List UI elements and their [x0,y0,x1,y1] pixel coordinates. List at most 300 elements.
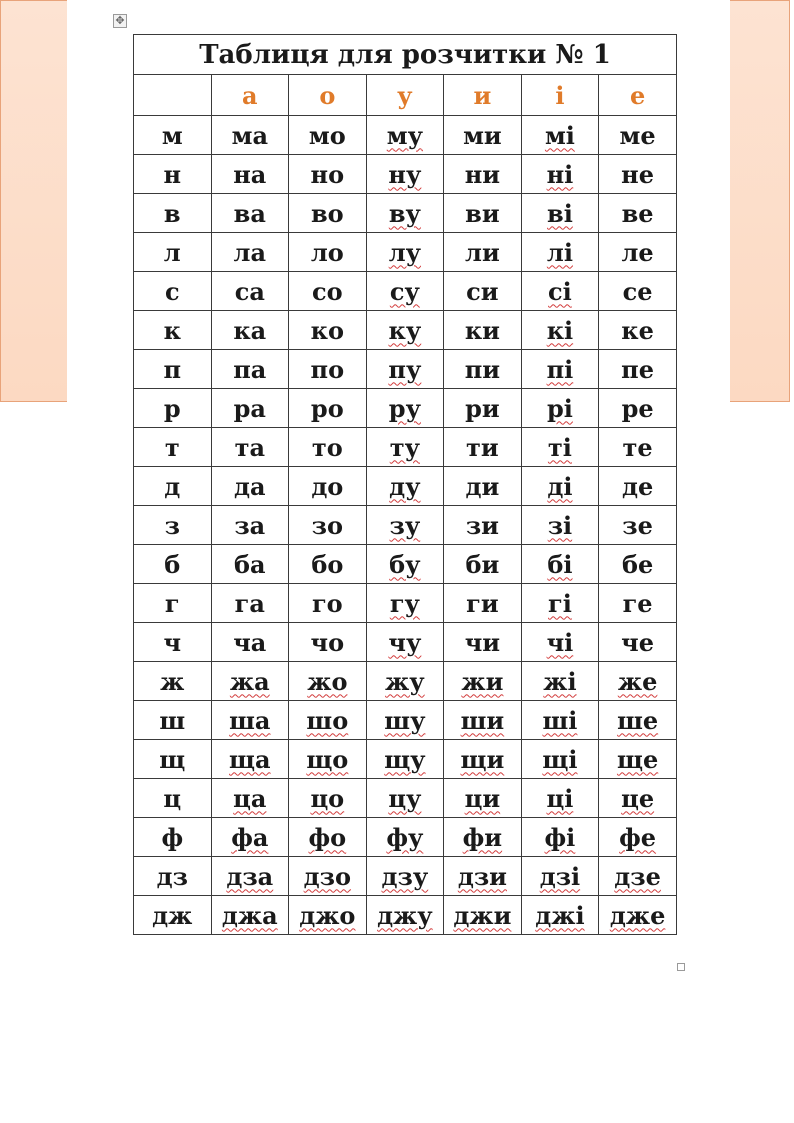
syllable-cell [211,272,289,311]
syllable-cell [211,428,289,467]
syllable-text: ло [310,237,344,267]
vowel-header-cell: а [211,75,289,116]
consonant-cell: б [134,545,212,584]
syllable-cell [521,428,599,467]
syllable-cell [521,467,599,506]
syllable-text: чі [546,627,574,657]
syllable-text: дза [226,861,274,891]
syllable-text: те [622,432,653,462]
syllable-text: чо [310,627,345,657]
syllable-cell [444,662,522,701]
syllable-text: ке [621,315,654,345]
syllable-text: цу [388,783,422,813]
syllable-cell [599,779,677,818]
syllable-cell [211,545,289,584]
syllable-text: бо [311,549,344,579]
syllable-text: ни [464,159,501,189]
syllable-cell [211,389,289,428]
syllable-text: джу [377,900,433,930]
syllable-cell [599,701,677,740]
syllable-cell [366,701,444,740]
syllable-cell [366,623,444,662]
syllable-text: пе [621,354,655,384]
syllable-cell [444,116,522,155]
vowel-header-cell: и [444,75,522,116]
table-row [134,155,677,194]
syllable-text: дже [609,900,666,930]
syllable-cell [521,701,599,740]
syllable-text: джі [535,900,585,930]
syllable-cell [211,740,289,779]
table-row [134,584,677,623]
move-handle-icon[interactable]: ✥ [113,14,127,28]
syllable-cell [599,467,677,506]
syllable-text: ну [388,159,422,189]
syllable-cell [521,545,599,584]
syllable-cell [521,857,599,896]
syllable-text: дзі [539,861,581,891]
syllable-text: са [234,276,265,306]
syllable-text: ві [547,198,573,228]
table-row [134,662,677,701]
table-row [134,467,677,506]
syllable-cell [521,896,599,935]
syllable-text: бе [621,549,654,579]
consonant-cell: г [134,584,212,623]
syllable-cell [366,545,444,584]
syllable-text: пі [546,354,574,384]
syllable-cell [444,545,522,584]
syllable-cell [366,467,444,506]
syllable-text: дзи [457,861,507,891]
syllable-cell [366,779,444,818]
consonant-cell: н [134,155,212,194]
syllable-cell [444,740,522,779]
syllable-cell [521,584,599,623]
syllable-text: лу [388,237,421,267]
syllable-text: ве [621,198,654,228]
syllable-cell [211,623,289,662]
syllable-cell [211,662,289,701]
syllable-text: мо [308,120,346,150]
syllable-text: му [386,120,423,150]
syllable-cell [521,116,599,155]
syllable-text: ле [621,237,654,267]
syllable-cell [289,623,367,662]
syllable-cell [289,740,367,779]
syllable-cell [211,818,289,857]
table-row [134,818,677,857]
syllable-text: то [311,432,343,462]
syllable-cell [599,155,677,194]
syllable-cell [444,194,522,233]
table-row [134,701,677,740]
consonant-cell: дз [134,857,212,896]
syllable-text: ди [465,471,500,501]
syllable-text: цо [310,783,345,813]
syllable-text: жу [385,666,425,696]
syllable-text: джа [221,900,278,930]
table-row [134,389,677,428]
syllable-cell [289,311,367,350]
syllable-text: чу [388,627,422,657]
syllable-cell [289,194,367,233]
syllable-text: кі [546,315,574,345]
syllable-text: ги [466,588,499,618]
consonant-cell: ж [134,662,212,701]
syllable-text: сі [548,276,572,306]
syllable-cell [211,194,289,233]
syllable-text: ду [389,471,421,501]
syllable-cell [521,311,599,350]
syllable-text: де [621,471,654,501]
syllable-text: ща [229,744,271,774]
table-row [134,116,677,155]
syllable-text: же [617,666,658,696]
syllable-text: до [311,471,344,501]
syllable-text: ше [617,705,659,735]
syllable-cell [444,701,522,740]
consonant-cell: р [134,389,212,428]
table-row [134,779,677,818]
syllable-cell [599,233,677,272]
syllable-text: ба [234,549,266,579]
syllable-cell [521,272,599,311]
syllable-cell [599,428,677,467]
syllable-text: зу [389,510,421,540]
syllable-cell [444,857,522,896]
syllable-text: ру [388,393,421,423]
syllable-text: фу [386,822,424,852]
syllable-cell [599,272,677,311]
table-row [134,506,677,545]
syllable-text: не [621,159,655,189]
syllable-cell [289,116,367,155]
syllable-text: ка [233,315,267,345]
syllable-text: шу [384,705,426,735]
consonant-cell: з [134,506,212,545]
syllable-text: да [234,471,266,501]
consonant-cell: дж [134,896,212,935]
syllable-text: жо [307,666,348,696]
syllable-cell [289,545,367,584]
syllable-text: жі [543,666,577,696]
consonant-cell: т [134,428,212,467]
syllable-cell [289,857,367,896]
syllable-text: ри [465,393,500,423]
syllable-text: ви [465,198,500,228]
syllable-text: ко [310,315,344,345]
syllable-text: шо [306,705,349,735]
consonant-cell: д [134,467,212,506]
syllable-cell [289,506,367,545]
syllable-text: жа [229,666,270,696]
syllable-text: ще [616,744,659,774]
syllable-cell [211,311,289,350]
syllable-text: ти [466,432,499,462]
syllable-cell [211,233,289,272]
syllable-cell [289,779,367,818]
syllable-cell [211,584,289,623]
syllable-text: но [310,159,345,189]
syllable-cell [289,155,367,194]
consonant-cell: м [134,116,212,155]
syllable-table [133,34,677,935]
syllable-text: бі [547,549,573,579]
syllable-cell [599,896,677,935]
syllable-cell [289,896,367,935]
syllable-cell [521,662,599,701]
syllable-text: ци [464,783,501,813]
syllable-text: зо [311,510,343,540]
syllable-cell [289,701,367,740]
syllable-cell [366,272,444,311]
syllable-cell [366,155,444,194]
syllable-text: ме [619,120,656,150]
consonant-cell: щ [134,740,212,779]
syllable-cell [444,155,522,194]
syllable-cell [444,311,522,350]
syllable-cell [444,233,522,272]
syllable-cell [444,623,522,662]
syllable-cell [444,584,522,623]
consonant-cell: ц [134,779,212,818]
syllable-cell [211,896,289,935]
syllable-text: су [389,276,420,306]
syllable-cell [599,740,677,779]
table-title-row [134,35,677,75]
syllable-text: ча [233,627,267,657]
table-row [134,896,677,935]
table-title: Таблиця для розчитки № 1 [134,35,677,75]
syllable-text: зе [622,510,653,540]
syllable-cell [211,350,289,389]
syllable-text: го [311,588,343,618]
syllable-text: ша [229,705,271,735]
table-row [134,194,677,233]
syllable-text: гу [389,588,420,618]
syllable-cell [289,818,367,857]
syllable-text: ро [310,393,344,423]
syllable-text: че [621,627,655,657]
consonant-cell: ш [134,701,212,740]
syllable-cell [521,155,599,194]
syllable-text: жи [461,666,504,696]
table-row [134,623,677,662]
vowel-header-row [134,75,677,116]
syllable-cell [599,116,677,155]
syllable-text: ли [465,237,500,267]
syllable-text: лі [546,237,573,267]
syllable-cell [366,740,444,779]
syllable-cell [366,584,444,623]
syllable-cell [366,116,444,155]
syllable-text: ла [233,237,267,267]
syllable-text: чи [464,627,501,657]
syllable-cell [289,662,367,701]
syllable-text: ки [464,315,500,345]
syllable-cell [289,350,367,389]
syllable-cell [444,272,522,311]
syllable-text: рі [546,393,573,423]
syllable-cell [289,233,367,272]
syllable-cell [599,506,677,545]
syllable-text: ца [233,783,267,813]
syllable-text: за [234,510,266,540]
syllable-text: фі [544,822,576,852]
syllable-cell [599,857,677,896]
syllable-text: щі [542,744,578,774]
syllable-cell [599,623,677,662]
syllable-cell [444,350,522,389]
syllable-cell [211,155,289,194]
syllable-text: щи [460,744,505,774]
syllable-cell [444,428,522,467]
syllable-cell [366,350,444,389]
syllable-cell [366,389,444,428]
syllable-cell [521,233,599,272]
syllable-text: дзе [614,861,661,891]
vowel-header-cell: о [289,75,367,116]
syllable-cell [366,233,444,272]
syllable-text: ді [547,471,573,501]
syllable-text: джо [299,900,356,930]
syllable-text: ма [231,120,268,150]
syllable-text: ту [389,432,420,462]
syllable-text: мі [544,120,575,150]
syllable-text: пу [388,354,422,384]
syllable-cell [599,311,677,350]
syllable-text: се [622,276,653,306]
syllable-text: па [233,354,267,384]
syllable-text: гі [548,588,572,618]
syllable-cell [521,779,599,818]
syllable-cell [211,116,289,155]
syllable-text: ні [546,159,574,189]
syllable-cell [444,779,522,818]
syllable-text: фе [619,822,657,852]
syllable-cell [366,818,444,857]
consonant-cell: ч [134,623,212,662]
syllable-cell [211,506,289,545]
syllable-text: га [234,588,265,618]
syllable-text: бу [389,549,421,579]
syllable-cell [366,662,444,701]
syllable-text: джи [453,900,512,930]
table-row [134,311,677,350]
syllable-text: зи [465,510,499,540]
syllable-text: фи [462,822,503,852]
syllable-text: по [310,354,345,384]
syllable-cell [366,428,444,467]
syllable-cell [599,545,677,584]
syllable-text: що [306,744,349,774]
consonant-cell: ф [134,818,212,857]
syllable-cell [444,389,522,428]
syllable-text: фа [231,822,269,852]
table-row [134,428,677,467]
syllable-cell [211,857,289,896]
syllable-cell [521,818,599,857]
syllable-cell [444,818,522,857]
syllable-text: ми [463,120,502,150]
syllable-cell [366,896,444,935]
table-row [134,740,677,779]
syllable-text: ши [460,705,505,735]
syllable-cell [366,311,444,350]
vowel-header-cell: і [521,75,599,116]
table-row [134,272,677,311]
syllable-cell [366,194,444,233]
consonant-cell: п [134,350,212,389]
syllable-cell [521,389,599,428]
syllable-text: та [234,432,265,462]
syllable-cell [599,662,677,701]
consonant-cell: к [134,311,212,350]
syllable-text: ті [547,432,572,462]
syllable-cell [289,428,367,467]
syllable-cell [521,506,599,545]
syllable-text: щу [384,744,426,774]
syllable-cell [521,740,599,779]
syllable-cell [444,896,522,935]
syllable-cell [521,623,599,662]
resize-handle-icon[interactable] [677,963,685,971]
consonant-cell: л [134,233,212,272]
syllable-cell [521,194,599,233]
syllable-cell [289,467,367,506]
syllable-text: ва [233,198,266,228]
syllable-cell [444,506,522,545]
syllable-text: ву [388,198,421,228]
vowel-header-cell: у [366,75,444,116]
syllable-text: би [465,549,500,579]
syllable-text: на [233,159,267,189]
syllable-text: ре [621,393,654,423]
consonant-cell: в [134,194,212,233]
syllable-text: зі [547,510,573,540]
table-row [134,545,677,584]
syllable-cell [444,467,522,506]
syllable-cell [289,389,367,428]
syllable-text: фо [308,822,347,852]
syllable-cell [599,194,677,233]
syllable-text: ге [622,588,653,618]
syllable-cell [599,584,677,623]
syllable-cell [521,350,599,389]
syllable-cell [599,350,677,389]
table-row [134,857,677,896]
syllable-text: во [310,198,344,228]
syllable-cell [211,467,289,506]
syllable-text: це [621,783,655,813]
syllable-text: ра [233,393,266,423]
syllable-cell [289,272,367,311]
syllable-text: дзо [303,861,351,891]
syllable-text: си [466,276,499,306]
syllable-cell [599,389,677,428]
syllable-text: пи [464,354,501,384]
consonant-cell: с [134,272,212,311]
syllable-cell [211,701,289,740]
table-row [134,233,677,272]
vowel-header-cell: е [599,75,677,116]
syllable-cell [366,506,444,545]
syllable-cell [289,584,367,623]
syllable-cell [366,857,444,896]
syllable-text: со [312,276,343,306]
corner-cell [134,75,212,116]
